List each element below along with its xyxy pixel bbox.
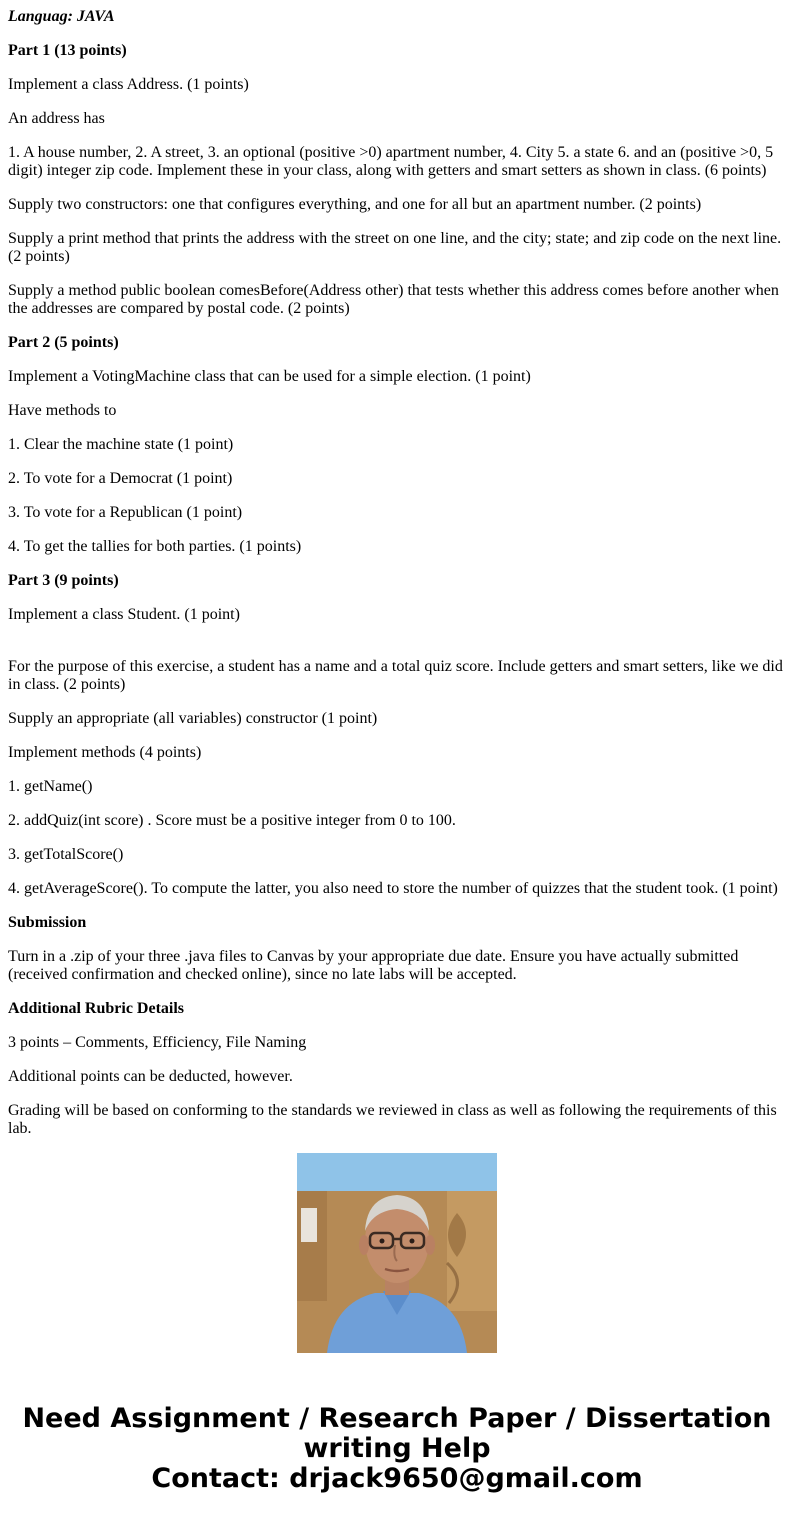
rubric-heading: Additional Rubric Details bbox=[8, 1000, 185, 1017]
list-item: 3. To vote for a Republican (1 point) bbox=[8, 504, 243, 521]
list-item: 2. addQuiz(int score) . Score must be a positive integer from 0 to 100. bbox=[8, 812, 456, 829]
paragraph: Turn in a .zip of your three .java files to Canvas by your appropriate due date. Ensure you have actually submitted (received confirmation and checked online), since no late labs will be accepted. bbox=[8, 948, 739, 983]
promo-contact: Contact: drjack9650@gmail.com bbox=[151, 1463, 643, 1494]
document-title: Languag: JAVA bbox=[8, 8, 115, 25]
person-portrait-icon bbox=[297, 1153, 497, 1353]
paragraph: Implement methods (4 points) bbox=[8, 744, 202, 761]
promo-line: writing Help bbox=[303, 1433, 491, 1464]
paragraph: Supply an appropriate (all variables) constructor (1 point) bbox=[8, 710, 378, 727]
paragraph: Supply a method public boolean comesBefore(Address other) that tests whether this address comes before another when the addresses are compared by postal code. (2 points) bbox=[8, 282, 779, 317]
list-item: 4. To get the tallies for both parties. (1 points) bbox=[8, 538, 302, 555]
paragraph: Have methods to bbox=[8, 402, 117, 419]
list-item: 1. getName() bbox=[8, 778, 93, 795]
submission-heading: Submission bbox=[8, 914, 87, 931]
paragraph: Implement a class Student. (1 point) bbox=[8, 606, 240, 623]
paragraph: Grading will be based on conforming to the standards we reviewed in class as well as following the requirements of this lab. bbox=[8, 1102, 777, 1137]
paragraph: For the purpose of this exercise, a student has a name and a total quiz score. Include getters and smart setters, like we did in class. (2 points) bbox=[8, 658, 783, 693]
part1-heading: Part 1 (13 points) bbox=[8, 42, 127, 59]
paragraph: 3 points – Comments, Efficiency, File Naming bbox=[8, 1034, 307, 1051]
promo-banner bbox=[0, 1404, 794, 1494]
paragraph: 1. A house number, 2. A street, 3. an optional (positive >0) apartment number, 4. City 5. a state 6. and an (positive >0, 5 digit) integer zip code. Implement these in your class, along with getters and smart setters as shown in class. (6 points) bbox=[8, 144, 774, 179]
list-item: 2. To vote for a Democrat (1 point) bbox=[8, 470, 233, 487]
document-body bbox=[8, 8, 786, 1137]
list-item: 1. Clear the machine state (1 point) bbox=[8, 436, 234, 453]
paragraph: Supply a print method that prints the address with the street on one line, and the city; state; and zip code on the next line. (2 points) bbox=[8, 230, 782, 265]
promo-line: Need Assignment / Research Paper / Dissertation bbox=[22, 1403, 772, 1434]
paragraph: Implement a VotingMachine class that can be used for a simple election. (1 point) bbox=[8, 368, 531, 385]
paragraph: Supply two constructors: one that configures everything, and one for all but an apartment number. (2 points) bbox=[8, 196, 702, 213]
list-item: 4. getAverageScore(). To compute the latter, you also need to store the number of quizzes that the student took. (1 point) bbox=[8, 880, 778, 897]
part2-heading: Part 2 (5 points) bbox=[8, 334, 119, 351]
list-item: 3. getTotalScore() bbox=[8, 846, 124, 863]
paragraph: Additional points can be deducted, however. bbox=[8, 1068, 293, 1085]
paragraph: An address has bbox=[8, 110, 105, 127]
avatar bbox=[297, 1153, 497, 1353]
part3-heading: Part 3 (9 points) bbox=[8, 572, 119, 589]
paragraph: Implement a class Address. (1 points) bbox=[8, 76, 249, 93]
